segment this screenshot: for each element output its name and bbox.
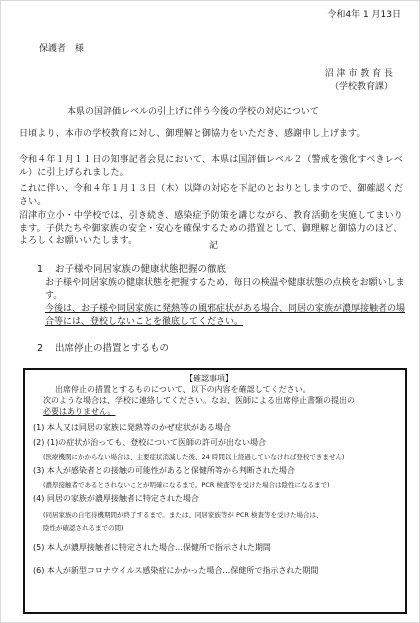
section-2-heading xyxy=(37,343,169,355)
paragraph-announcement: 令和４年１月１１日の知事記者会見において、本県は国評価レベル２（警戒を強化すべきレベル）に引上げられました。 xyxy=(19,155,403,178)
document-subject: 本県の国評価レベルの引上げに伴う今後の学校の対応について xyxy=(67,107,319,117)
section-1-heading xyxy=(37,264,226,276)
document-date: 令和4年 1 月13日 xyxy=(327,10,401,20)
addressee: 保護者 様 xyxy=(39,44,85,54)
confirmation-box xyxy=(23,368,407,614)
section-2-number: 2 xyxy=(37,343,44,354)
list-item: (4) 同居の家族が濃厚接触者に特定された場合 xyxy=(33,494,199,503)
list-item: (6) 本人が新型コロナウイルス感染症にかかった場合…保健所で指示された期間 xyxy=(33,566,319,575)
list-item: (2) (1)の症状が治っても、登校について医師の許可が出ない場合 xyxy=(33,438,267,447)
list-item-note: (濃厚接触者であるとされないことが明確になるまで。PCR 検査等を受けた場合は陰性になるまで) xyxy=(43,481,330,489)
paragraph-greeting: 日頃より、本市の学校教育に対し、御理解と御協力をいただき、感謝申し上げます。 xyxy=(19,129,366,139)
list-item: (3) 本人が感染者との接触の可能性があると保健所等から判断された場合 xyxy=(33,466,295,475)
sender-org: 沼 津 市 教 育 長 xyxy=(324,69,393,79)
confirmation-heading: 【確認事項】 xyxy=(185,374,233,383)
list-item-note: 陰性が確認されるまでの間) xyxy=(43,524,124,532)
section-1-title: お子様や同居家族の健康状態把握の徹底 xyxy=(55,264,227,275)
confirmation-line-2: 次のような場合は、学校に連絡してください。なお、医師による出席停止書類の提出の xyxy=(43,396,355,405)
paragraph-response: これに伴い、令和４年１月１３日（木）以降の対応を下記のとおりとしますので、御確認ください。 xyxy=(19,184,404,207)
paragraph-request: 沼津市立小・中学校では、引き続き、感染症予防策を講じながら、教育活動を実施してまいります。子供たちや御家族の安全・安心を確保するための措置として、御理解と御協力のほど、よろしくお願いいたします。 xyxy=(19,211,403,246)
list-item: (1) 本人又は同居の家族に発熱等のかぜ症状がある場合 xyxy=(33,423,231,432)
section-1-number: 1 xyxy=(37,264,44,275)
section-1-text: お子様や同居家族の健康状態を把握するため、毎日の検温や健康状態の点検をお願いします。 xyxy=(45,278,405,301)
sender-dept: （学校教育課） xyxy=(329,82,393,92)
list-item-note: (医療機関にかからない場合は、主要症状消滅した後、24 時間以上経過していなければ登校できません) xyxy=(43,453,345,461)
section-1-underlined-text: 今後は、お子様や同居家族に発熱等の風邪症状がある場合、同居の家族が濃厚接触者の場合等には、登校しないことを徹底してください。 xyxy=(45,304,406,327)
list-item-note: (同居家族の自宅待機期間が終了するまで。または、同居家族等が PCR 検査等を受けた場合は、 xyxy=(43,511,323,519)
confirmation-line-3: 必要はありません。 xyxy=(43,407,116,416)
section-2-title: 出席停止の措置とするもの xyxy=(55,343,170,354)
list-item: (5) 本人が濃厚接触者に特定された場合…保健所で指示された期間 xyxy=(33,543,271,552)
confirmation-line-1: 出席停止の措置とするものについて、以下の内容を確認してください。 xyxy=(55,385,311,394)
ki-heading: 記 xyxy=(209,241,219,251)
